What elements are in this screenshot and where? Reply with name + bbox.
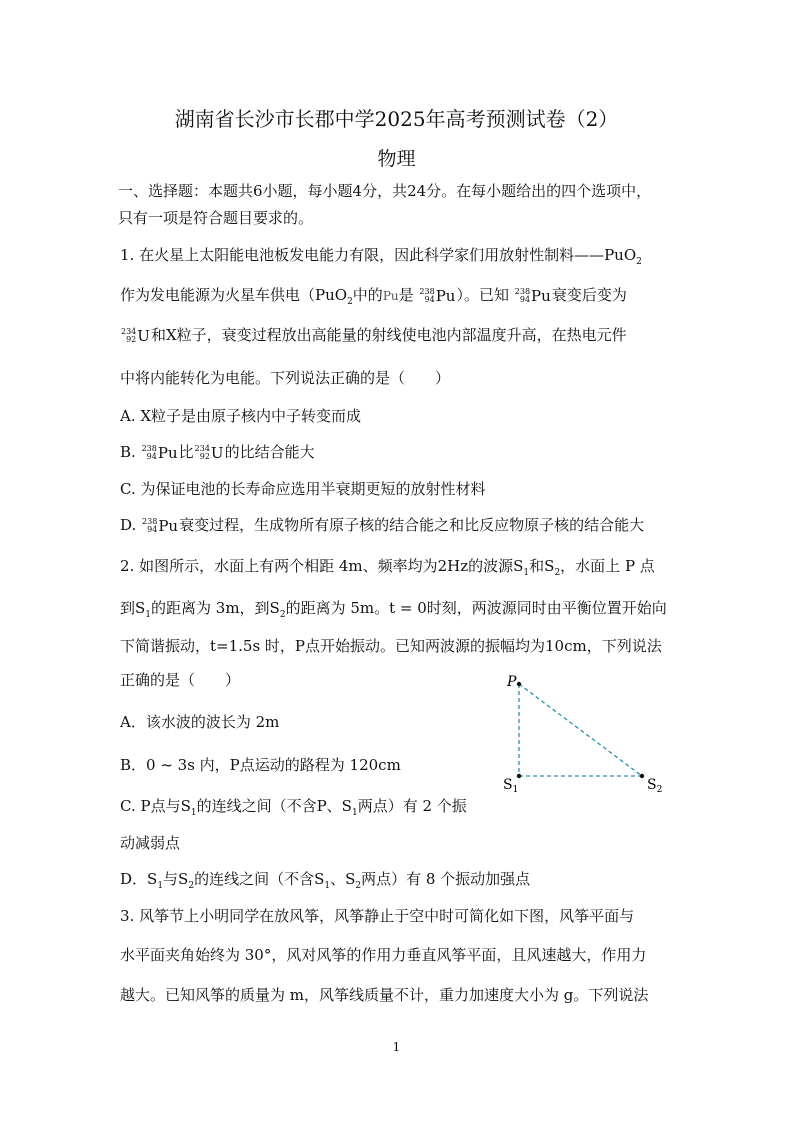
q3-line3: 越大。已知风筝的质量为 m，风筝线质量不计，重力加速度大小为 g。下列说法 xyxy=(120,986,649,1004)
q1-line2: 作为发电能源为火星车供电（PuO$_2$中的Pu是 238 94 Pu ）。已知 238 94 Pu 衰变后变为 xyxy=(120,286,627,307)
nuclide-u234: 234 92 U xyxy=(121,327,150,345)
point-p xyxy=(517,682,521,686)
section-instruction-line1: 一、选择题：本题共6小题，每小题4分，共24分。在每小题给出的四个选项中， xyxy=(118,182,652,200)
subject-heading: 物理 xyxy=(377,148,416,170)
label-s1: $S_1$ xyxy=(503,777,519,795)
q1-option-b: B. 238 94 Pu 比 234 92 U 的比结合能大 xyxy=(120,443,315,462)
q2-triangle-figure xyxy=(495,668,685,798)
nuclide-pu238: 238 94 Pu xyxy=(142,517,179,535)
q2-option-d: D．$S_1$与$S_2$的连线之间（不含$S_1$、$S_2$两点）有 8 个振动加强点 xyxy=(120,870,531,891)
document-title: 湖南省长沙市长郡中学2025年高考预测试卷（2） xyxy=(174,107,619,131)
q2-line1: 2. 如图所示，水面上有两个相距 4m、频率均为2Hz的波源$S_1$和$S_2$，水面上 P 点 xyxy=(120,557,655,578)
q2-line3: 下简谐振动，t=1.5s 时，P点开始振动。已知两波源的振幅均为10cm，下列说法 xyxy=(120,637,662,655)
point-s1 xyxy=(517,774,521,778)
nuclide-pu238: 238 94 Pu xyxy=(419,287,456,305)
q1-option-a: A. X粒子是由原子核内中子转变而成 xyxy=(120,407,362,425)
q1-line3: 234 92 U 和X粒子，衰变过程放出高能量的射线使电池内部温度升高，在热电元件 xyxy=(121,326,627,345)
section-instruction-line2: 只有一项是符合题目要求的。 xyxy=(118,209,314,227)
nuclide-u234: 234 92 U xyxy=(194,444,224,462)
p-s2-line xyxy=(519,684,642,776)
q1-line4: 中将内能转化为电能。下列说法正确的是（ ） xyxy=(120,369,451,387)
nuclide-pu238: 238 94 Pu xyxy=(141,444,178,462)
q2-option-c-line1: C. P点与$S_1$的连线之间（不含P、$S_1$两点）有 2 个振 xyxy=(120,797,467,818)
q2-line4: 正确的是（ ） xyxy=(120,671,241,689)
page-number: 1 xyxy=(392,1040,401,1054)
q1-option-d: D. 238 94 Pu 衰变过程，生成物所有原子核的结合能之和比反应物原子核的结合能大 xyxy=(120,516,645,535)
q2-option-c-line2: 动减弱点 xyxy=(120,834,181,852)
q2-line2: 到$S_1$的距离为 3m，到$S_2$的距离为 5m。t = 0时刻，两波源同时由平衡位置开始向 xyxy=(120,599,667,620)
q1-option-c: C. 为保证电池的长寿命应选用半衰期更短的放射性材料 xyxy=(120,480,486,498)
label-p: P xyxy=(507,674,517,690)
q3-line2: 水平面夹角始终为 30°，风对风筝的作用力垂直风筝平面，且风速越大，作用力 xyxy=(120,946,647,964)
q3-line1: 3. 风筝节上小明同学在放风筝，风筝静止于空中时可简化如下图，风筝平面与 xyxy=(120,907,635,925)
label-s2: $S_2$ xyxy=(647,777,663,795)
q2-option-a: A．该水波的波长为 2m xyxy=(120,713,280,731)
point-s2 xyxy=(640,774,644,778)
nuclide-pu238: 238 94 Pu xyxy=(514,287,551,305)
q1-line1: 1. 在火星上太阳能电池板发电能力有限，因此科学家们用放射性制料——PuO$_2$ xyxy=(120,246,642,267)
q2-option-b: B．0 ~ 3s 内，P点运动的路程为 120cm xyxy=(120,756,401,774)
